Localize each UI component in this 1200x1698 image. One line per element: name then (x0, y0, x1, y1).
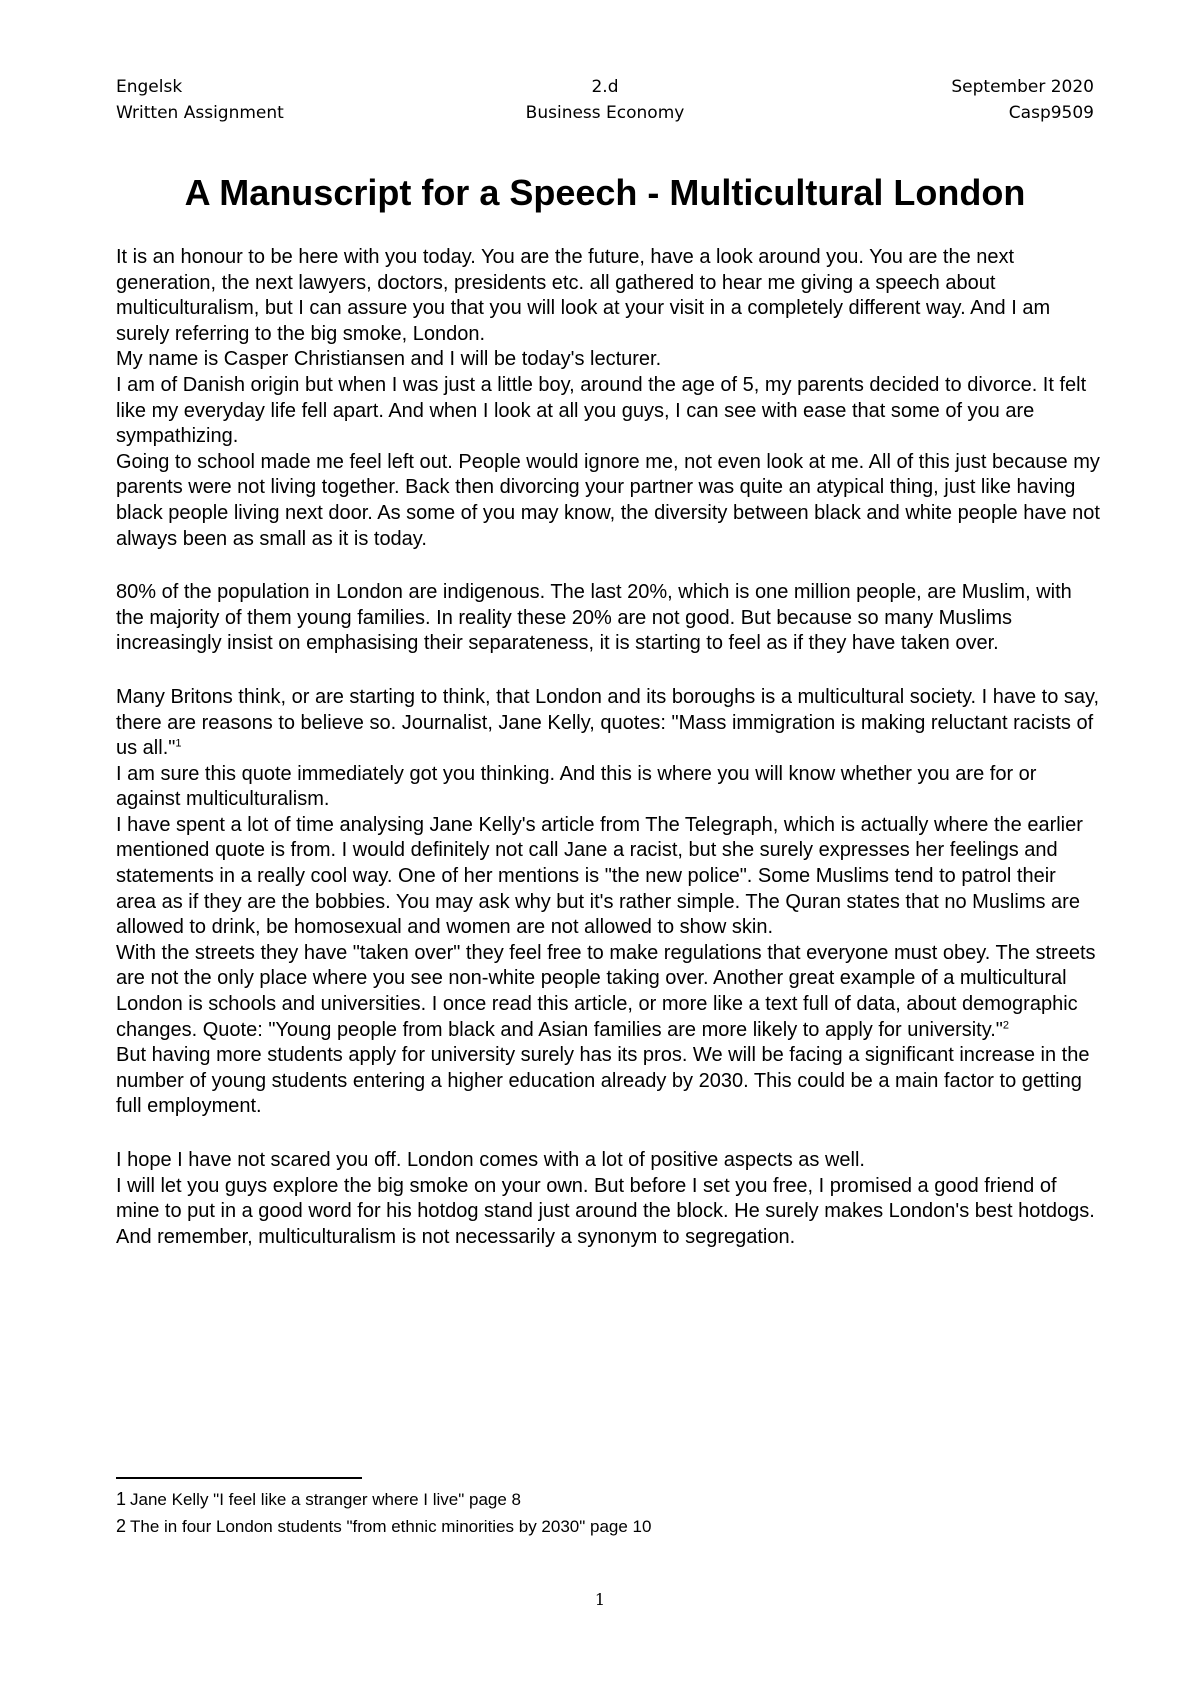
body-paragraph: 80% of the population in London are indigenous. The last 20%, which is one million people, are Muslim, with the majority of them young families. In reality these 20% are not good. But because so many Muslims increasingly insist on emphasising their separateness, it is starting to feel as if they have taken over. (116, 581, 1072, 655)
body-paragraph: I hope I have not scared you off. London comes with a lot of positive aspects as well. (116, 1149, 865, 1171)
footnote-reference[interactable]: 1 (175, 737, 182, 750)
body-paragraph-with-footnote (116, 685, 1100, 762)
body-paragraph: I will let you guys explore the big smoke on your own. But before I set you free, I promised a good friend of mine to put in a good word for his hotdog stand just around the block. He surely makes London's best hotdogs. (116, 1174, 1095, 1223)
header-author-id: Casp9509 (1008, 103, 1094, 123)
body-paragraph: I am sure this quote immediately got you thinking. And this is where you will know whether you are for or against multiculturalism. (116, 762, 1037, 811)
footnote-number: 1 (116, 1489, 127, 1509)
header-date: September 2020 (951, 77, 1094, 97)
page-number: 1 (594, 1590, 606, 1609)
body-paragraph-with-footnote (116, 941, 1100, 1043)
body-paragraph: Going to school made me feel left out. People would ignore me, not even look at me. All of this just because my parents were not living together. Back then divorcing your partner was quite an atypical thing, just like having black people living next door. As some of you may know, the diversity between black and white people have not always been as small as it is today. (116, 450, 1100, 550)
footnote-text: Jane Kelly "I feel like a stranger where I live" page 8 (130, 1490, 522, 1509)
body-paragraph: It is an honour to be here with you today. You are the future, have a look around you. You are the next generation, the next lawyers, doctors, presidents etc. all gathered to hear me giving a speech about multiculturalism, but I can assure you that you will look at your visit in a completely different way. And I am surely referring to the big smoke, London. (116, 246, 1051, 345)
header-program: Business Economy (525, 103, 685, 123)
document-body (116, 245, 1100, 1250)
body-paragraph: And remember, multiculturalism is not necessarily a synonym to segregation. (116, 1225, 796, 1248)
header-class: 2.d (591, 77, 619, 97)
body-paragraph: I have spent a lot of time analysing Jane Kelly's article from The Telegraph, which is actually where the earlier mentioned quote is from. I would definitely not call Jane a racist, but she surely expresses her feelings and statements in a really cool way. One of her mentions is "the new police". Some Muslims tend to patrol their area as if they are the bobbies. You may ask why but it's rather simple. The Quran states that no Muslims are allowed to drink, be homosexual and women are not allowed to show skin. (116, 813, 1083, 939)
page-header (116, 74, 1094, 126)
paragraph-gap (116, 657, 1100, 685)
body-paragraph-text: With the streets they have "taken over" they feel free to make regulations that everyone must obey. The streets are not the only place where you see non-white people taking over. Another great example of a multicultural London is schools and universities. I once read this article, or more like a text full of data, about demographic changes. Quote: "Young people from black and Asian families are more likely to apply for university." (116, 941, 1096, 1041)
body-paragraph: I am of Danish origin but when I was just a little boy, around the age of 5, my parents decided to divorce. It felt like my everyday life fell apart. And when I look at all you guys, I can see with ease that some of you are sympathizing. (116, 373, 1087, 448)
footnote-separator (116, 1477, 362, 1479)
header-row-2 (116, 100, 1094, 126)
document-title: A Manuscript for a Speech - Multicultural London (184, 172, 1026, 213)
footnotes (116, 1486, 1096, 1540)
footnote-number: 2 (116, 1516, 127, 1536)
paragraph-gap (116, 1120, 1100, 1148)
footnote-item (116, 1513, 1096, 1540)
paragraph-gap (116, 552, 1100, 580)
body-paragraph: But having more students apply for university surely has its pros. We will be facing a significant increase in the number of young students entering a higher education already by 2030. This could be a main factor to getting full employment. (116, 1044, 1090, 1118)
footnote-text: The in four London students "from ethnic minorities by 2030" page 10 (130, 1517, 652, 1536)
footnote-item (116, 1486, 1096, 1513)
body-paragraph: My name is Casper Christiansen and I will be today's lecturer. (116, 348, 662, 371)
header-row-1 (116, 74, 1094, 100)
footnote-reference[interactable]: 2 (1002, 1018, 1010, 1031)
body-paragraph-text: Many Britons think, or are starting to think, that London and its boroughs is a multicultural society. I have to say, there are reasons to believe so. Journalist, Jane Kelly, quotes: "Mass immigration is making reluctant racists of us all." (116, 685, 1100, 760)
header-assignment-type: Written Assignment (116, 103, 284, 123)
header-subject: Engelsk (116, 77, 183, 97)
